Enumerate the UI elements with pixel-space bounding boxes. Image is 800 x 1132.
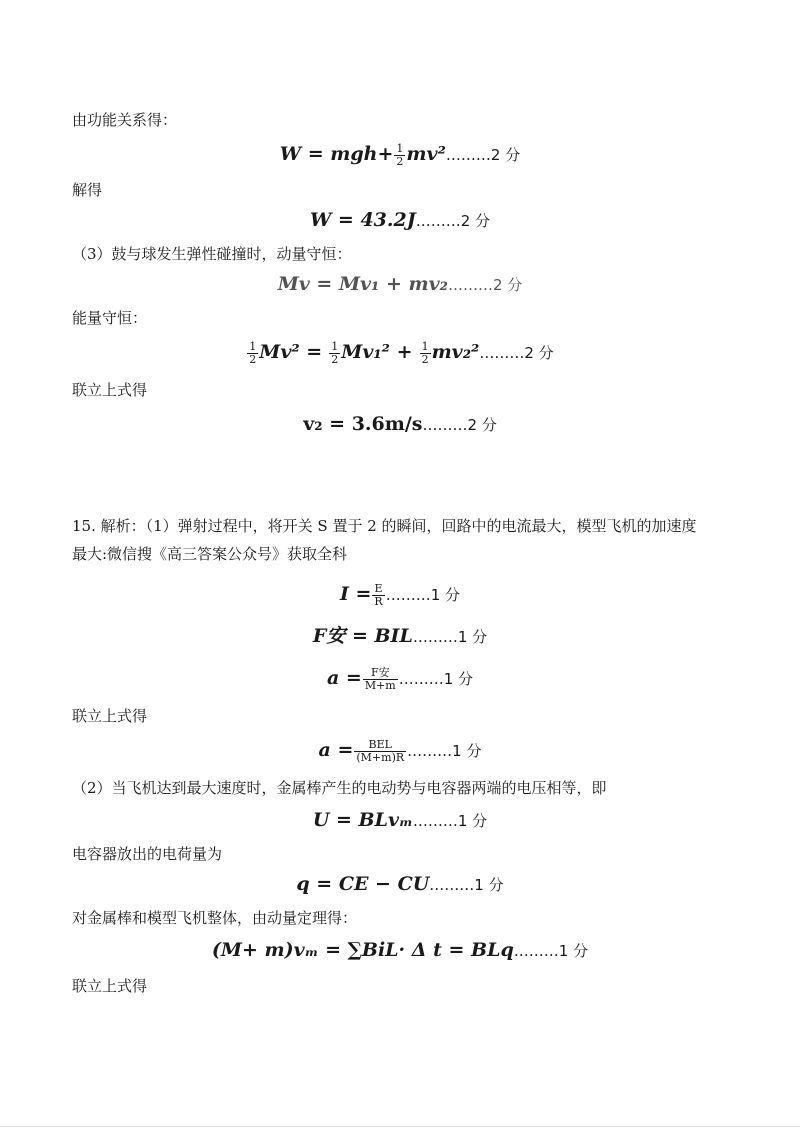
- eq8-lhs: a =: [326, 667, 362, 689]
- eq1-rhs: mv²: [406, 143, 446, 165]
- eq9-dots: ………: [407, 742, 453, 760]
- text-functional-relation: 由功能关系得：: [72, 111, 178, 129]
- eq4-fraction-3: $\frac{1}{2}$: [421, 339, 429, 366]
- eq5-dots: ………: [422, 416, 468, 434]
- text-part3-intro: （3）鼓与球发生弹性碰撞时，动量守恒：: [72, 245, 352, 263]
- eq4-dots: ………: [479, 344, 525, 362]
- eq10-body: U = BLvₘ: [312, 809, 413, 831]
- eq12-score: 1 分: [558, 942, 589, 960]
- eq6-dots: ………: [385, 586, 431, 604]
- eq3-score: 2 分: [492, 276, 523, 294]
- eq8-fraction: $\frac{\text{F安}}{M+m}$: [364, 665, 396, 692]
- eq5-score: 2 分: [467, 416, 497, 434]
- equation-acceleration: [0, 664, 800, 693]
- eq4-term3: mv₂²: [431, 341, 480, 363]
- eq2-body: W = 43.2J: [309, 209, 416, 231]
- eq10-score: 1 分: [457, 812, 488, 830]
- eq10-dots: ………: [412, 812, 458, 830]
- text-momentum-theorem: 对金属棒和模型飞机整体，由动量定理得：: [72, 909, 358, 927]
- eq4-score: 2 分: [524, 344, 554, 362]
- equation-v2-result: [0, 410, 800, 439]
- equation-current: [0, 580, 800, 609]
- eq6-score: 1 分: [430, 586, 461, 604]
- eq6-fraction: $\frac{E}{R}$: [374, 581, 383, 608]
- equation-momentum-conservation: [0, 270, 800, 299]
- page-bottom-divider: [0, 1126, 800, 1127]
- text-energy-conservation: 能量守恒：: [72, 309, 148, 327]
- text-combine-2: 联立上式得: [72, 707, 148, 725]
- eq12-body: (M+ m)vₘ = ∑BiL· Δ t = BLq: [211, 939, 514, 961]
- eq1-lhs: W = mgh+: [279, 143, 394, 165]
- eq4-term2: Mv₁² +: [341, 341, 413, 363]
- eq7-dots: ………: [412, 628, 458, 646]
- eq2-score: 2 分: [460, 212, 491, 230]
- eq12-dots: ………: [513, 942, 559, 960]
- eq3-body: Mv = Mv₁ + mv₂: [277, 273, 448, 295]
- eq1-dots: ………: [445, 146, 491, 164]
- eq4-term1: Mv² =: [259, 341, 323, 363]
- eq7-score: 1 分: [457, 628, 488, 646]
- eq2-dots: ………: [415, 212, 461, 230]
- eq5-body: v₂ = 3.6m/s: [303, 413, 423, 435]
- eq7-body: F安 = BIL: [312, 625, 413, 647]
- equation-work-energy: [0, 140, 800, 169]
- text-solve: 解得: [72, 181, 103, 199]
- text-combine-3: 联立上式得: [72, 977, 148, 995]
- equation-acceleration-result: [0, 736, 800, 765]
- eq6-lhs: I =: [339, 583, 372, 605]
- text-capacitor-charge: 电容器放出的电荷量为: [72, 845, 223, 863]
- q15-line-2: 最大:微信搜《高三答案公众号》获取全科: [72, 545, 348, 563]
- eq11-score: 1 分: [474, 876, 504, 894]
- text-combine-1: 联立上式得: [72, 381, 148, 399]
- equation-energy-conservation: [0, 338, 800, 367]
- eq9-fraction: $\frac{\text{BEL}}{(M+m)R}$: [356, 737, 405, 764]
- eq1-score: 2 分: [490, 146, 521, 164]
- eq8-score: 1 分: [443, 670, 474, 688]
- equation-voltage: [0, 806, 800, 835]
- eq1-fraction: $\frac{1}{2}$: [396, 141, 404, 168]
- eq4-fraction-1: $\frac{1}{2}$: [249, 339, 257, 366]
- eq9-lhs: a =: [318, 739, 354, 761]
- equation-work-result: [0, 206, 800, 235]
- eq11-body: q = CE − CU: [296, 873, 430, 895]
- eq3-dots: ………: [447, 276, 493, 294]
- q15-line-1: 15. 解析：（1）弹射过程中，将开关 S 置于 2 的瞬间，回路中的电流最大，模型飞机的加速度: [72, 517, 697, 535]
- eq11-dots: ………: [429, 876, 475, 894]
- eq4-fraction-2: $\frac{1}{2}$: [331, 339, 339, 366]
- eq9-score: 1 分: [452, 742, 482, 760]
- eq8-dots: ………: [398, 670, 444, 688]
- text-q15-intro: [72, 512, 732, 568]
- equation-charge: [0, 870, 800, 899]
- equation-momentum-theorem: [0, 936, 800, 965]
- equation-ampere-force: [0, 622, 800, 651]
- text-part2-intro: （2）当飞机达到最大速度时，金属棒产生的电动势与电容器两端的电压相等，即: [72, 779, 607, 797]
